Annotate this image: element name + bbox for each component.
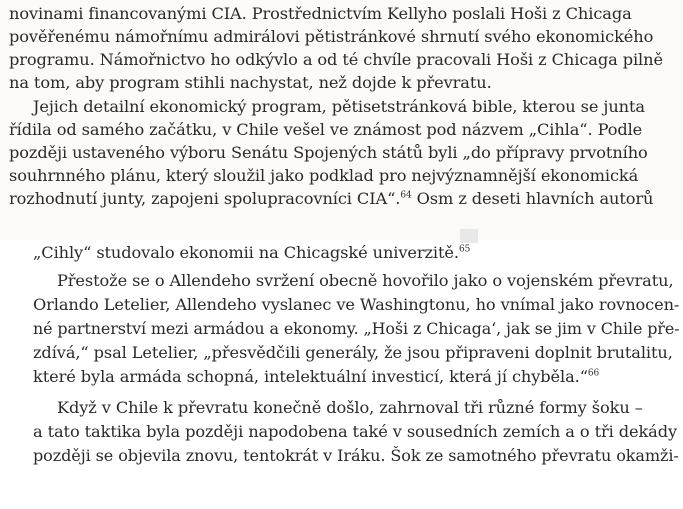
text-line: pověřenému námořnímu admirálovi pětistránkové shrnutí svého ekonomického — [9, 27, 654, 46]
text-line: na tom, aby program stihli nachystat, než dojde k převratu. — [9, 73, 492, 92]
text-line: Orlando Letelier, Allendeho vyslanec ve Washingtonu, ho vnímal jako rovnocen- — [33, 295, 680, 314]
text-line: později se objevila znovu, tentokrát v Iráku. Šok ze samotného převratu okamži- — [33, 446, 679, 465]
text-line: né partnerství mezi armádou a ekonomy. „Hoši z Chicaga‘, jak se jim v Chile pře- — [33, 319, 680, 338]
text-line: Jejich detailní ekonomický program, pětisetstránková bible, kterou se junta — [33, 97, 645, 116]
text-line-with-footnote — [33, 366, 599, 388]
footnote-marker: 65 — [458, 244, 471, 255]
text-line: Osm z deseti hlavních autorů — [411, 189, 654, 208]
scan-smudge — [460, 229, 478, 243]
text-line: řídila od samého začátku, v Chile vešel ve známost pod názvem „Cihla“. Podle — [9, 120, 643, 139]
text-line: zdívá,“ psal Letelier, „přesvědčili generály, že jsou připraveni doplnit brutalitu, — [33, 343, 673, 362]
footnote-marker: 64 — [400, 190, 412, 201]
text-line: rozhodnutí junty, zapojeni spolupracovníci CIA“. — [9, 189, 401, 208]
text-line-with-footnote — [9, 188, 653, 210]
text-line-with-footnote — [33, 242, 470, 264]
text-line: souhrnného plánu, který sloužil jako podklad pro nejvýznamnější ekonomická — [9, 166, 639, 185]
text-line: a tato taktika byla později napodobena také v sousedních zemích a o tři dekády — [33, 422, 678, 441]
text-line: Přestože se o Allendeho svržení obecně hovořilo jako o vojenském převratu, — [57, 271, 674, 290]
text-line: které byla armáda schopná, intelektuální investicí, která jí chyběla.“ — [33, 367, 588, 386]
text-line: Když v Chile k převratu konečně došlo, zahrnoval tři různé formy šoku – — [57, 398, 643, 417]
text-line: „Cihly“ studovalo ekonomii na Chicagské univerzitě. — [33, 243, 459, 262]
footnote-marker: 66 — [587, 368, 600, 379]
text-line: později ustaveného výboru Senátu Spojených států byli „do přípravy prvotního — [9, 143, 648, 162]
text-line: programu. Námořnictvo ho odkývlo a od té chvíle pracovali Hoši z Chicaga pilně — [9, 50, 663, 69]
text-line: novinami financovanými CIA. Prostřednictvím Kellyho poslali Hoši z Chicaga — [9, 4, 632, 23]
